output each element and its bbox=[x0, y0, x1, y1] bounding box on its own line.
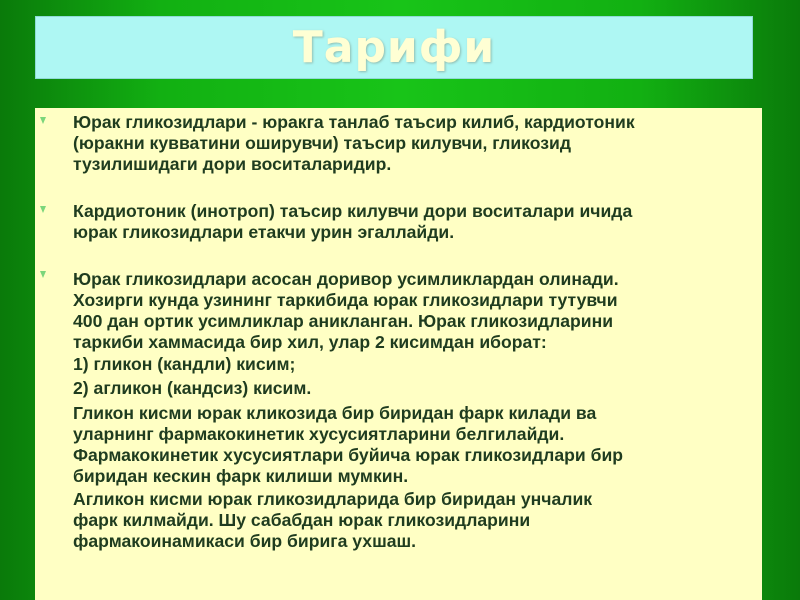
title-bar bbox=[35, 16, 753, 79]
text-line: Агликон кисми юрак гликозидларида бир биридан унчалик bbox=[73, 489, 593, 509]
text-line: (юракни кувватини оширувчи) таъсир килувчи, гликозид bbox=[73, 133, 572, 153]
text-line: Фармакокинетик хусусиятлари буйича юрак гликозидлари бир bbox=[73, 445, 624, 465]
text-line: фарк килмайди. Шу сабабдан юрак гликозидларини bbox=[73, 510, 531, 530]
sub-paragraph-aglikon-detail bbox=[73, 489, 763, 552]
text-line: таркиби хаммасида бир хил, улар 2 кисимдан иборат: bbox=[73, 332, 547, 352]
text-line: тузилишидаги дори воситаларидир. bbox=[73, 154, 392, 174]
text-line: юрак гликозидлари етакчи урин эгаллайди. bbox=[73, 222, 455, 242]
sub-paragraph-glikon bbox=[73, 354, 763, 375]
sub-paragraph-aglikon bbox=[73, 378, 763, 399]
text-line: 400 дан ортик усимликлар аникланган. Юрак гликозидларини bbox=[73, 311, 614, 331]
bullet-paragraph-3 bbox=[73, 269, 763, 353]
bullet-paragraph-2 bbox=[73, 201, 763, 243]
text-line: Юрак гликозидлари асосан доривор усимликлардан олинади. bbox=[73, 269, 619, 289]
text-line: 1) гликон (кандли) кисим; bbox=[73, 354, 296, 374]
text-line: биридан кескин фарк килиши мумкин. bbox=[73, 466, 409, 486]
bullet-marker-icon bbox=[40, 206, 46, 213]
sub-paragraph-glikon-detail bbox=[73, 403, 763, 487]
text-line: Хозирги кунда узининг таркибида юрак гликозидлари тутувчи bbox=[73, 290, 618, 310]
bullet-marker-icon bbox=[40, 117, 46, 124]
slide-title: Тарифи bbox=[292, 22, 496, 73]
text-line: Гликон кисми юрак кликозида бир биридан фарк килади ва bbox=[73, 403, 597, 423]
bullet-marker-icon bbox=[40, 271, 46, 278]
text-line: уларнинг фармакокинетик хусусиятларини белгилайди. bbox=[73, 424, 565, 444]
bullet-paragraph-1 bbox=[73, 112, 763, 175]
text-line: 2) агликон (кандсиз) кисим. bbox=[73, 378, 312, 398]
text-line: Кардиотоник (инотроп) таъсир килувчи дори воситалари ичида bbox=[73, 201, 633, 221]
text-line: Юрак гликозидлари - юракга танлаб таъсир килиб, кардиотоник bbox=[73, 112, 635, 132]
text-line: фармакоинамикаси бир бирига ухшаш. bbox=[73, 531, 417, 551]
